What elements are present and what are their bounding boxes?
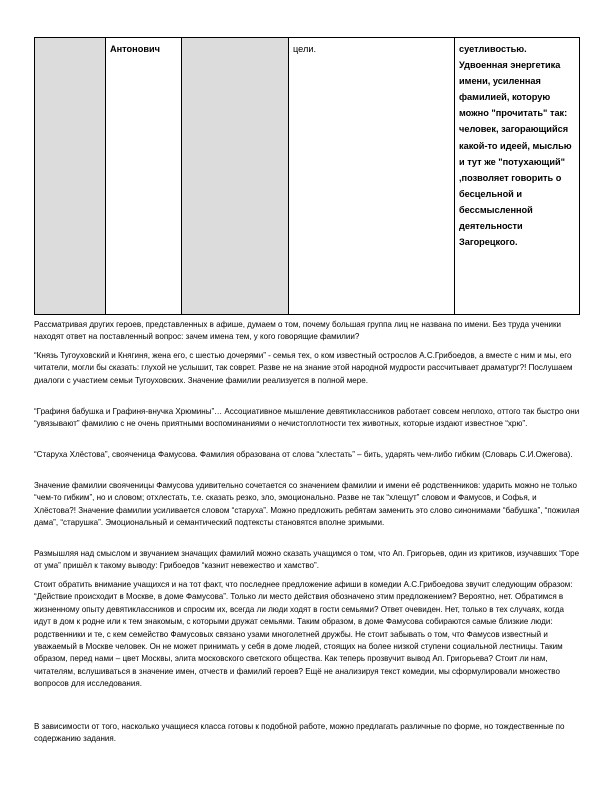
- table-cell-interpretation: суетливостью. Удвоенная энергетика имени, усиленная фамилией, которую можно "прочитать" так: человек, загорающийся какой-то идеей, мыслью и тут же "потухающий" ,позволяет говорить о бесцельной и бессмысленной деятельности Загорецкого.: [455, 38, 580, 315]
- table-cell-meaning: цели.: [289, 38, 455, 315]
- paragraph-khryumina: “Графиня бабушка и Графиня-внучка Хрюмины”… Ассоциативное мышление девятиклассников работает совсем неплохо, оттого так быстро они “увязывают” фамилию с не очень приятными воспоминаниями о нечистоплотности тех животных, которые издают известное “хрю”.: [34, 407, 580, 429]
- paragraph-tugoukhovsky: “Князь Тугоуховский и Княгиня, жена его, с шестью дочерями” - семья тех, о ком известный остроcлов А.С.Грибоедов, а вместе с ним и мы, его читатели, могли бы сказать: глухой не услышит, так соврет. Разве не на знание этой народной мудрости рассчитывает драматург?! Послушаем диалоги с участием семьи Тугоуховских. Значение фамилии реализуется в полной мере.: [34, 351, 573, 385]
- paragraph-famusov-house: Стоит обратить внимание учащихся и на тот факт, что последнее предложение афиши в комедии А.С.Грибоедова звучит следующим образом: “Действие происходит в Москве, в доме Фамусова”. Только ли место действия обозначено этим предложением? Вероятно, нет. Обратимся в жизненному опыту девятиклассников и спросим их, всегда ли люди ходят в гости семьями? Ответ очевиден. Нет, только в тех случаях, когда идут в дом к родне или к тем знакомым, с которыми дружат семьями. Таким образом, в доме Фамусова собираются самые близкие люди: родственники и те, с кем семейство Фамусовых связано узами многолетней дружбы. Не стоит забывать о том, что Фамусов известный и уважаемый в Москве человек. Он не может принимать у себя в доме людей, стоящих на более низкой ступени социальной лестницы. Таким образом, перед нами – цвет Москвы, элита московского светского общества. Как теперь прозвучит вывод Ап. Григорьева? Стоит ли нам, читателям, вслушиваться в значение имен, отчеств и фамилий героев? Ещё не анализируя текст комедии, мы сформулировали множество вопросов для исследования.: [34, 580, 573, 689]
- paragraph-conclusion: В зависимости от того, насколько учащиеся класса готовы к подобной работе, можно предлагать различные по форме, но тождественные по содержанию задания.: [34, 722, 565, 744]
- characters-table: [34, 37, 580, 315]
- paragraph-family-meaning: Значение фамилии свояченицы Фамусова удивительно сочетается со значением фамилии и имени её родственников: ударить можно не только “чем-то гибким”, но и словом; отхлестать, т.е. сказать резко, зло, эмоционально. Разве не так “хлещут” словом и Фамусов, и Софья, и Хлёстова?! Значение фамилии усиливается словом “старуха”. Можно предложить ребятам заменить это слово синонимами “бабушка”, “пожилая дама”, “старушка”. Эмоциональный и семантический подтексты становятся вполне зримыми.: [34, 481, 580, 528]
- table-cell-empty: [35, 38, 106, 315]
- table-row: [35, 38, 580, 315]
- paragraph-grigoriev: Размышляя над смыслом и звучанием значащих фамилий можно сказать учащимся о том, что Ап. Григорьев, один из критиков, изучавших “Горе от ума” пришёл к такому выводу: Грибоедов “казнит невежество и хамство”.: [34, 549, 580, 571]
- table-cell-character-name: [106, 38, 182, 315]
- paragraph-intro: Рассматривая других героев, представленных в афише, думаем о том, почему большая группа лиц не названа по имени. Без труда ученики находят ответ на поставленный вопрос: зачем имена тем, у кого говорящие фамилии?: [34, 320, 562, 342]
- character-name-text: Антонович: [110, 44, 160, 54]
- paragraph-khlestova: “Старуха Хлёстова”, свояченица Фамусова. Фамилия образована от слова “хлестать” – бить, ударять чем-либо гибким (Словарь С.И.Ожегова).: [34, 450, 573, 459]
- table-cell-empty: [182, 38, 289, 315]
